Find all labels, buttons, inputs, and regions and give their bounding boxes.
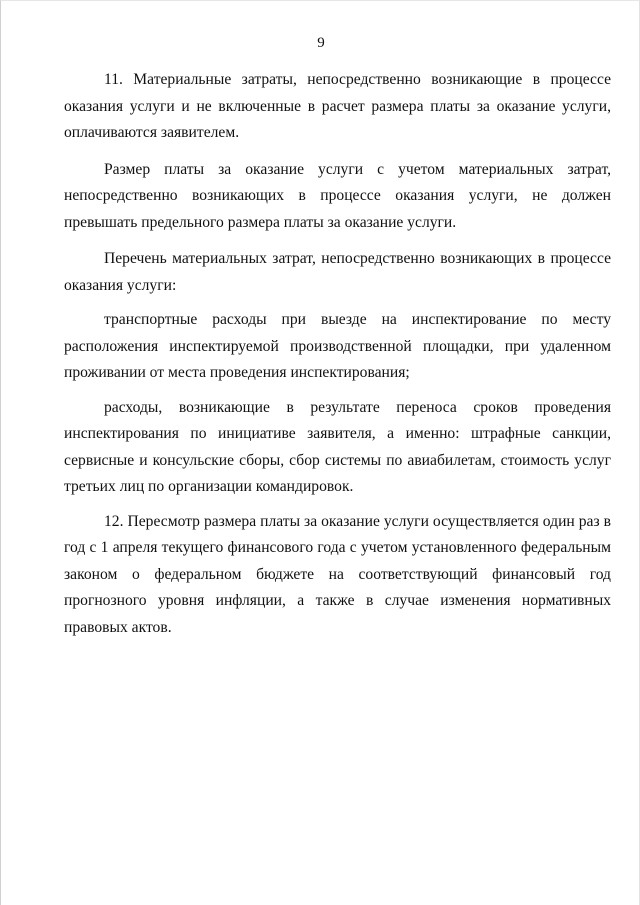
paragraph-12-fee-revision: 12. Пересмотр размера платы за оказание услуги осуществляется один раз в год с 1 апреля текущего финансового года с учетом установленного федеральным законом о федеральном бюджете на соответствующий финансовый год прогнозного уровня инфляции, а также в случае изменения нормативных правовых актов. (64, 512, 611, 636)
paragraph-reschedule-costs: расходы, возникающие в результате переноса сроков проведения инспектирования по инициативе заявителя, а именно: штрафные санкции, сервисные и консульские сборы, сбор системы по авиабилетам, стоимость услуг третьих лиц по организации командировок. (64, 398, 611, 495)
paragraph-fee-limit: Размер платы за оказание услуги с учетом материальных затрат, непосредственно возникающих в процессе оказания услуги, не должен превышать предельного размера платы за оказание услуги. (64, 160, 611, 231)
paragraph-costs-list-intro: Перечень материальных затрат, непосредственно возникающих в процессе оказания услуги: (64, 250, 611, 294)
paragraph-transport-costs: транспортные расходы при выезде на инспектирование по месту расположения инспектируемой производственной площадки, при удаленном проживании от места проведения инспектирования; (64, 311, 611, 381)
paragraph-11-material-costs: 11. Материальные затраты, непосредственно возникающие в процессе оказания услуги и не включенные в расчет размера платы за оказание услуги, оплачиваются заявителем. (64, 71, 611, 141)
document-body (64, 67, 611, 649)
page-number: 9 (317, 35, 325, 51)
